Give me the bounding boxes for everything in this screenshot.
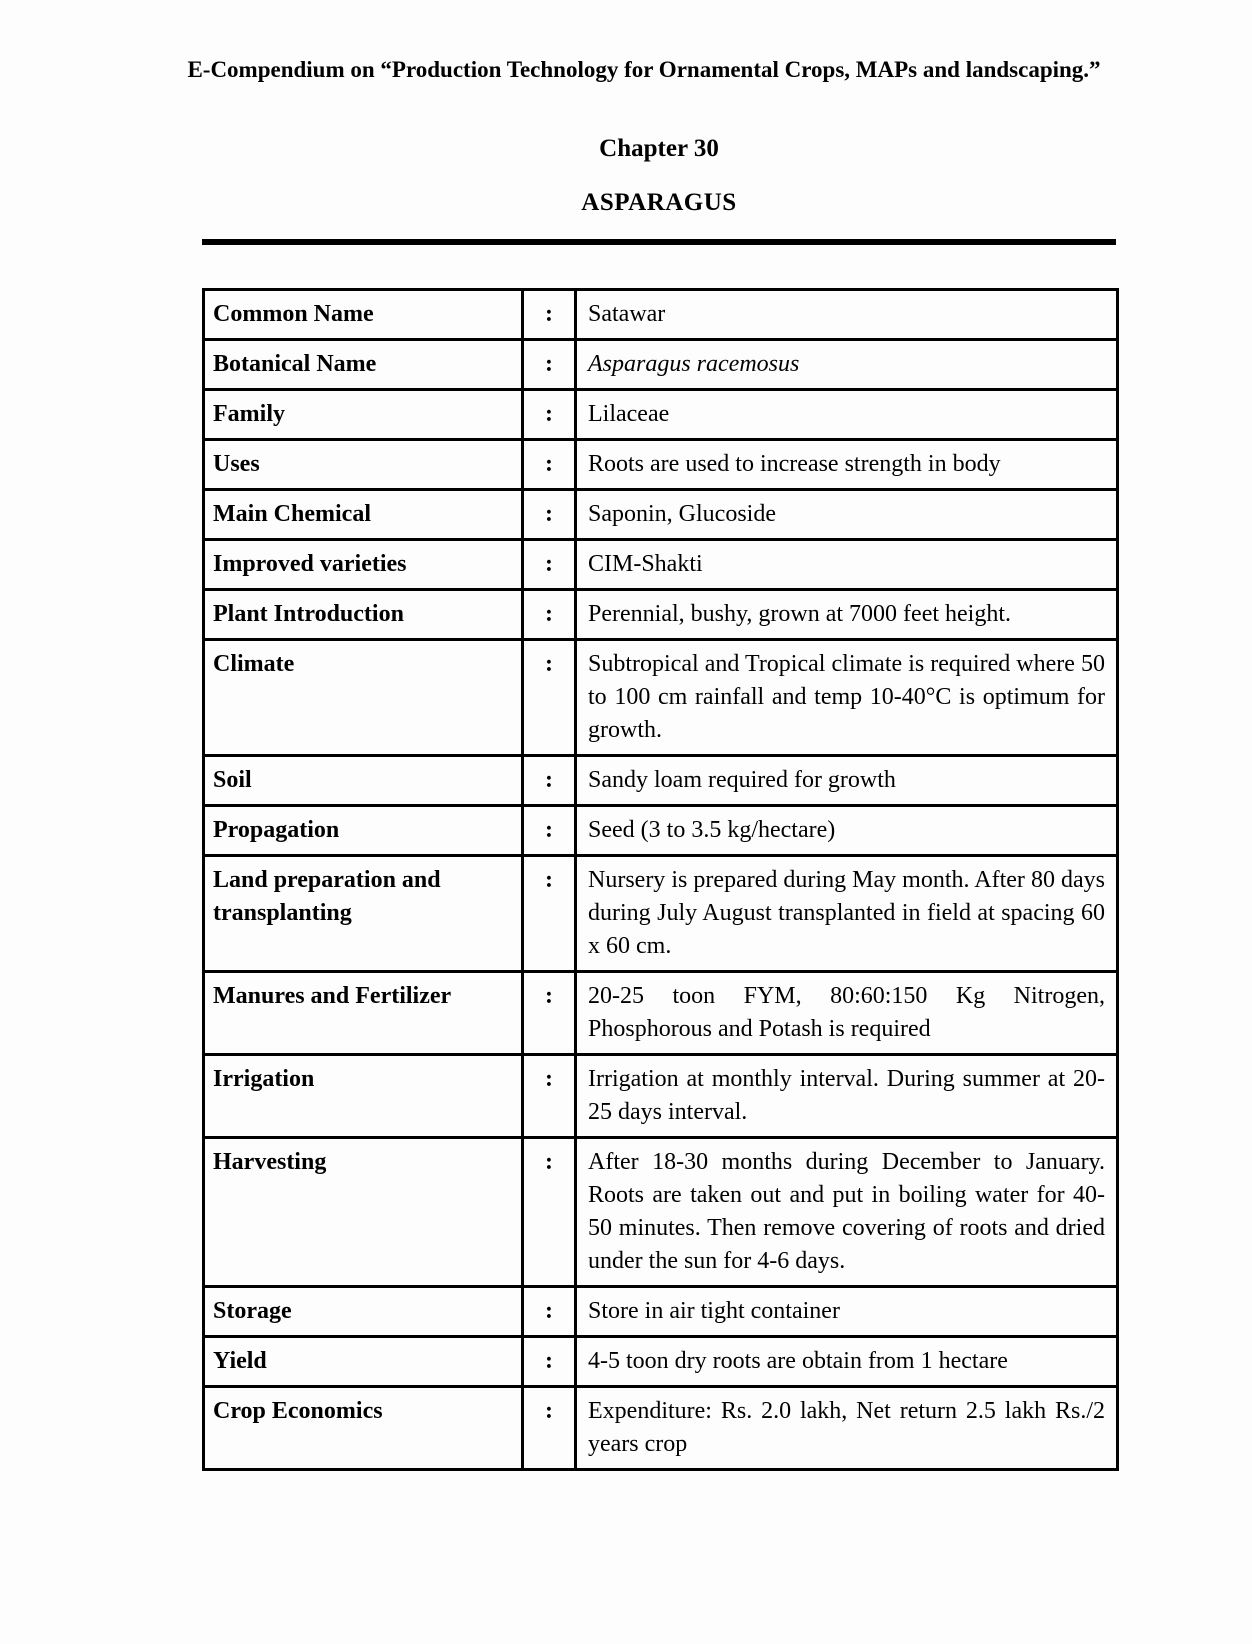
row-value: After 18-30 months during December to January. Roots are taken out and put in boiling water for 40-50 minutes. Then remove covering of roots and dried under the sun for 4-6 days.	[576, 1138, 1118, 1287]
table-row	[204, 540, 1118, 590]
chapter-heading: Chapter 30	[599, 135, 719, 162]
row-colon-separator: :	[523, 1337, 576, 1387]
row-value: Perennial, bushy, grown at 7000 feet height.	[576, 590, 1118, 640]
row-colon-separator: :	[523, 290, 576, 340]
row-label: Soil	[204, 756, 523, 806]
row-value: Lilaceae	[576, 390, 1118, 440]
page-header: E-Compendium on “Production Technology for Ornamental Crops, MAPs and landscaping.”	[187, 57, 1101, 82]
row-colon-separator: :	[523, 856, 576, 972]
row-value: 20-25 toon FYM, 80:60:150 Kg Nitrogen, Phosphorous and Potash is required	[576, 972, 1118, 1055]
row-label: Climate	[204, 640, 523, 756]
row-colon-separator: :	[523, 340, 576, 390]
table-row	[204, 756, 1118, 806]
table-row	[204, 972, 1118, 1055]
document-page	[187, 0, 1116, 1471]
row-label: Main Chemical	[204, 490, 523, 540]
table-row	[204, 856, 1118, 972]
table-row	[204, 1387, 1118, 1470]
table-row	[204, 1138, 1118, 1287]
table-row	[204, 290, 1118, 340]
table-row	[204, 806, 1118, 856]
table-row	[204, 490, 1118, 540]
row-colon-separator: :	[523, 440, 576, 490]
row-value: Satawar	[576, 290, 1118, 340]
table-row	[204, 1055, 1118, 1138]
row-colon-separator: :	[523, 756, 576, 806]
row-value: Seed (3 to 3.5 kg/hectare)	[576, 806, 1118, 856]
row-value: Subtropical and Tropical climate is required where 50 to 100 cm rainfall and temp 10-40°C is optimum for growth.	[576, 640, 1118, 756]
crop-title: ASPARAGUS	[581, 189, 737, 216]
row-value: Irrigation at monthly interval. During summer at 20-25 days interval.	[576, 1055, 1118, 1138]
row-label: Family	[204, 390, 523, 440]
row-value: Nursery is prepared during May month. After 80 days during July August transplanted in field at spacing 60 x 60 cm.	[576, 856, 1118, 972]
crop-info-table	[202, 288, 1119, 1471]
row-colon-separator: :	[523, 1055, 576, 1138]
row-label: Harvesting	[204, 1138, 523, 1287]
row-colon-separator: :	[523, 490, 576, 540]
row-colon-separator: :	[523, 590, 576, 640]
row-label: Plant Introduction	[204, 590, 523, 640]
row-label: Improved varieties	[204, 540, 523, 590]
row-colon-separator: :	[523, 972, 576, 1055]
row-label: Crop Economics	[204, 1387, 523, 1470]
row-label: Land preparation and transplanting	[204, 856, 523, 972]
row-value: Sandy loam required for growth	[576, 756, 1118, 806]
row-value: Expenditure: Rs. 2.0 lakh, Net return 2.5 lakh Rs./2 years crop	[576, 1387, 1118, 1470]
row-colon-separator: :	[523, 640, 576, 756]
row-colon-separator: :	[523, 540, 576, 590]
row-label: Manures and Fertilizer	[204, 972, 523, 1055]
table-row	[204, 1287, 1118, 1337]
row-value: 4-5 toon dry roots are obtain from 1 hectare	[576, 1337, 1118, 1387]
row-label: Storage	[204, 1287, 523, 1337]
row-value: Saponin, Glucoside	[576, 490, 1118, 540]
table-row	[204, 640, 1118, 756]
row-value: Store in air tight container	[576, 1287, 1118, 1337]
row-label: Irrigation	[204, 1055, 523, 1138]
row-label: Yield	[204, 1337, 523, 1387]
row-colon-separator: :	[523, 1138, 576, 1287]
row-value: Asparagus racemosus	[576, 340, 1118, 390]
title-rule	[202, 239, 1116, 245]
table-row	[204, 1337, 1118, 1387]
row-colon-separator: :	[523, 390, 576, 440]
row-label: Propagation	[204, 806, 523, 856]
row-label: Uses	[204, 440, 523, 490]
row-label: Common Name	[204, 290, 523, 340]
row-colon-separator: :	[523, 806, 576, 856]
row-label: Botanical Name	[204, 340, 523, 390]
table-row	[204, 390, 1118, 440]
row-colon-separator: :	[523, 1287, 576, 1337]
row-value: CIM-Shakti	[576, 540, 1118, 590]
table-row	[204, 340, 1118, 390]
row-colon-separator: :	[523, 1387, 576, 1470]
table-row	[204, 590, 1118, 640]
row-value: Roots are used to increase strength in body	[576, 440, 1118, 490]
table-row	[204, 440, 1118, 490]
